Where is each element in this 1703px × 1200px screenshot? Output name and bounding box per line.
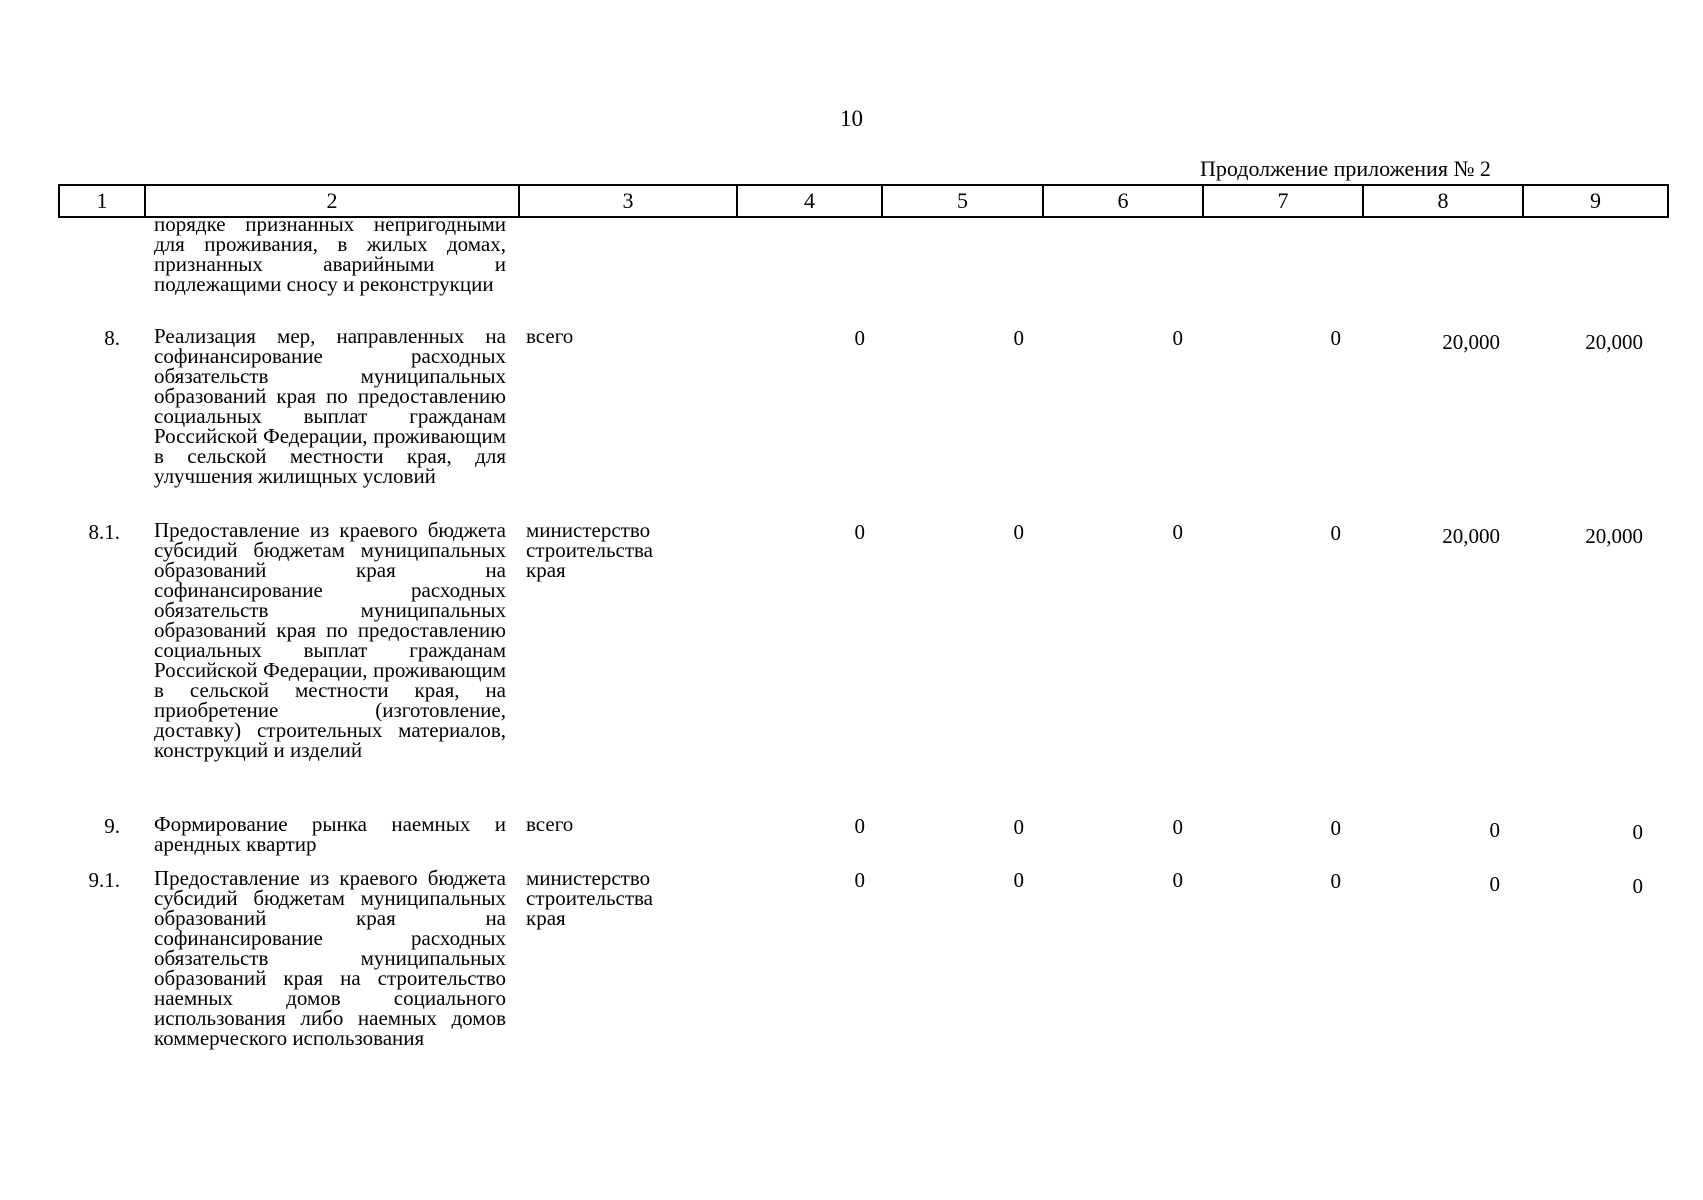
row-number: 8. — [104, 326, 120, 350]
row-value-col5: 0 — [1013, 326, 1024, 350]
row-responsible: министерство строительства края — [526, 518, 654, 582]
row-value-col9: 0 — [1632, 820, 1643, 844]
row-value-col5: 0 — [1013, 868, 1024, 892]
row-value-col7: 0 — [1330, 816, 1341, 840]
column-header-5: 5 — [882, 185, 1043, 217]
row-value-col7: 0 — [1330, 326, 1341, 350]
row-value-col9: 20,000 — [1585, 330, 1643, 354]
row-value-col8: 20,000 — [1442, 524, 1500, 548]
row-responsible: всего — [526, 324, 574, 348]
row-value-col5: 0 — [1013, 815, 1024, 839]
column-header-9: 9 — [1523, 185, 1668, 217]
row-value-col8: 0 — [1489, 872, 1500, 896]
row-value-col4: 0 — [854, 326, 865, 350]
row-value-col8: 20,000 — [1442, 330, 1500, 354]
row-number: 9.1. — [88, 868, 120, 892]
column-header-7: 7 — [1203, 185, 1363, 217]
row-value-col6: 0 — [1172, 520, 1183, 544]
row-value-col9: 0 — [1632, 874, 1643, 898]
row-value-col6: 0 — [1172, 326, 1183, 350]
column-header-1: 1 — [59, 185, 145, 217]
appendix-note: Продолжение приложения № 2 — [1200, 156, 1491, 181]
row-value-col6: 0 — [1172, 815, 1183, 839]
row-description: Предоставление из краевого бюджета субсидий бюджетам муниципальных образований края на софинансирование расходных обязательств муниципальных образований края на строительство наемных домов социального использования либо наемных домов коммерческого использования — [154, 866, 506, 1050]
row-number: 9. — [104, 814, 120, 838]
column-header-8: 8 — [1363, 185, 1523, 217]
row-value-col4: 0 — [854, 814, 865, 838]
row-value-col9: 20,000 — [1585, 524, 1643, 548]
column-header-3: 3 — [519, 185, 737, 217]
row-value-col4: 0 — [854, 868, 865, 892]
row-value-col8: 0 — [1489, 818, 1500, 842]
row-value-col7: 0 — [1330, 521, 1341, 545]
row-number: 8.1. — [88, 520, 120, 544]
row-description: Реализация мер, направленных на софинансирование расходных обязательств муниципальных образований края по предоставлению социальных выплат гражданам Российской Федерации, проживающим в сельской местности края, для улучшения жилищных условий — [154, 324, 506, 488]
row-description: Формирование рынка наемных и арендных квартир — [154, 812, 506, 856]
row-description: Предоставление из краевого бюджета субсидий бюджетам муниципальных образований края на софинансирование расходных обязательств муниципальных образований края по предоставлению социальных выплат гражданам Российской Федерации, проживающим в сельской местности края, на приобретение (изготовление, доставку) строительных материалов, конструкций и изделий — [154, 518, 506, 762]
row-value-col4: 0 — [854, 520, 865, 544]
row-value-col6: 0 — [1172, 868, 1183, 892]
column-header-2: 2 — [145, 185, 519, 217]
row-responsible: всего — [526, 812, 574, 836]
column-header-4: 4 — [737, 185, 882, 217]
row-description: порядке признанных непригодными для проживания, в жилых домах, признанных аварийными и подлежащими сносу и реконструкции — [154, 212, 506, 296]
row-responsible: министерство строительства края — [526, 866, 654, 930]
row-value-col5: 0 — [1013, 520, 1024, 544]
page-number: 10 — [840, 106, 863, 131]
row-value-col7: 0 — [1330, 869, 1341, 893]
column-header-6: 6 — [1043, 185, 1203, 217]
